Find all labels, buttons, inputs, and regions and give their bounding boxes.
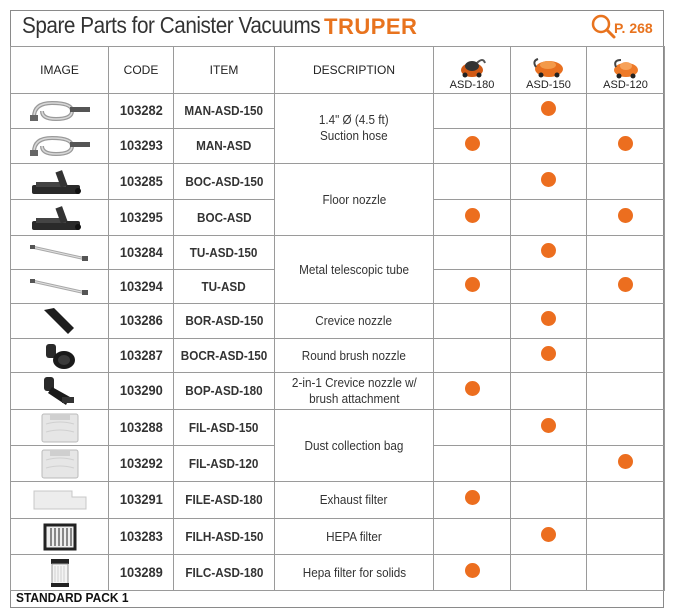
dust-bag-icon — [11, 410, 109, 446]
part-code: 103289 — [119, 563, 163, 580]
hepa-filter-icon — [11, 519, 109, 555]
compatible-dot — [465, 381, 480, 396]
part-description: 1.4" Ø (4.5 ft) Suction hose — [319, 112, 389, 143]
telescopic-tube-icon — [11, 236, 109, 270]
description-cell — [275, 555, 434, 591]
part-description: Hepa filter for solids — [302, 564, 406, 580]
page-number: P. 268 — [614, 20, 653, 36]
spare-parts-table — [10, 46, 665, 591]
page-title: Spare Parts for Canister Vacuums — [22, 12, 321, 38]
part-description: HEPA filter — [326, 528, 382, 544]
compatible-dot — [541, 527, 556, 542]
compat-cell-asd-180 — [434, 373, 511, 410]
compat-cell-asd-150 — [511, 410, 587, 446]
part-item: BOP-ASD-180 — [185, 383, 263, 398]
compat-cell-asd-150 — [511, 339, 587, 373]
part-code: 103295 — [119, 208, 163, 225]
compatible-dot — [541, 311, 556, 326]
header-description: DESCRIPTION — [275, 47, 434, 94]
part-code: 103282 — [119, 102, 163, 118]
compat-cell-asd-180 — [434, 94, 511, 129]
part-item: BOCR-ASD-150 — [180, 347, 268, 363]
header-model-asd180 — [434, 47, 511, 94]
compat-cell-asd-180 — [434, 164, 511, 200]
part-item: TU-ASD — [201, 278, 247, 294]
compat-cell-asd-150 — [511, 446, 587, 482]
exhaust-filter-icon — [11, 482, 109, 519]
compat-cell-asd-150 — [511, 129, 587, 164]
solids-filter-icon — [11, 555, 109, 591]
code-cell — [109, 339, 174, 373]
vacuum-asd150-icon — [532, 55, 566, 79]
table-row — [11, 410, 665, 446]
part-description: Round brush nozzle — [301, 347, 407, 363]
part-code: 103292 — [119, 454, 163, 471]
item-cell — [174, 482, 275, 519]
compat-cell-asd-120 — [587, 94, 665, 129]
compatible-dot — [541, 418, 556, 433]
compat-cell-asd-150 — [511, 304, 587, 339]
floor-nozzle-icon — [11, 200, 109, 236]
code-cell — [109, 94, 174, 129]
part-item: FILH-ASD-150 — [184, 528, 264, 544]
compat-cell-asd-150 — [511, 270, 587, 304]
part-description: Floor nozzle — [322, 191, 386, 207]
vacuum-asd180-icon — [457, 55, 487, 79]
header-model-asd150 — [511, 47, 587, 94]
part-description: Exhaust filter — [320, 492, 388, 507]
compatible-dot — [465, 563, 480, 578]
compatible-dot — [465, 490, 480, 505]
part-code: 103284 — [119, 243, 163, 260]
code-cell — [109, 373, 174, 410]
part-item: FILC-ASD-180 — [184, 564, 264, 580]
compatible-dot — [465, 136, 480, 151]
suction-hose-icon — [11, 94, 109, 129]
item-cell — [174, 304, 275, 339]
table-row — [11, 482, 665, 519]
item-cell — [174, 236, 275, 270]
model-label: ASD-120 — [603, 79, 648, 91]
page-reference[interactable] — [590, 14, 656, 40]
part-item: FILE-ASD-180 — [185, 492, 263, 507]
compat-cell-asd-180 — [434, 236, 511, 270]
compat-cell-asd-180 — [434, 270, 511, 304]
code-cell — [109, 446, 174, 482]
compat-cell-asd-120 — [587, 339, 665, 373]
description-cell — [275, 164, 434, 236]
code-cell — [109, 129, 174, 164]
compat-cell-asd-120 — [587, 519, 665, 555]
part-code: 103294 — [119, 277, 163, 294]
item-cell — [174, 373, 275, 410]
suction-hose-icon — [11, 129, 109, 164]
compat-cell-asd-150 — [511, 164, 587, 200]
compat-cell-asd-120 — [587, 410, 665, 446]
compat-cell-asd-120 — [587, 236, 665, 270]
part-item: FIL-ASD-120 — [189, 455, 259, 471]
part-code: 103283 — [119, 527, 163, 544]
floor-nozzle-icon — [11, 164, 109, 200]
compat-cell-asd-120 — [587, 164, 665, 200]
item-cell — [174, 555, 275, 591]
telescopic-tube-icon — [11, 270, 109, 304]
item-cell — [174, 519, 275, 555]
part-code: 103293 — [119, 137, 163, 153]
compat-cell-asd-180 — [434, 339, 511, 373]
header-item: ITEM — [174, 47, 275, 94]
compat-cell-asd-150 — [511, 519, 587, 555]
code-cell — [109, 410, 174, 446]
table-row — [11, 555, 665, 591]
header-code: CODE — [109, 47, 174, 94]
compatible-dot — [618, 277, 633, 292]
part-item: MAN-ASD-150 — [184, 103, 264, 118]
vacuum-asd120-icon — [611, 57, 641, 79]
header-image: IMAGE — [11, 47, 109, 94]
compat-cell-asd-180 — [434, 410, 511, 446]
item-cell — [174, 270, 275, 304]
compat-cell-asd-120 — [587, 270, 665, 304]
item-cell — [174, 94, 275, 129]
table-row — [11, 519, 665, 555]
item-cell — [174, 339, 275, 373]
code-cell — [109, 236, 174, 270]
compatible-dot — [541, 172, 556, 187]
code-cell — [109, 270, 174, 304]
compatible-dot — [465, 208, 480, 223]
description-cell — [275, 373, 434, 410]
item-cell — [174, 410, 275, 446]
code-cell — [109, 304, 174, 339]
header-model-asd120 — [587, 47, 665, 94]
item-cell — [174, 446, 275, 482]
part-item: FIL-ASD-150 — [189, 419, 259, 435]
description-cell — [275, 410, 434, 482]
part-code: 103285 — [119, 172, 163, 189]
compat-cell-asd-120 — [587, 555, 665, 591]
compat-cell-asd-120 — [587, 200, 665, 236]
compatible-dot — [618, 454, 633, 469]
part-description: Dust collection bag — [304, 437, 404, 453]
standard-pack-note: STANDARD PACK 1 — [16, 590, 129, 605]
part-item: BOR-ASD-150 — [184, 313, 264, 328]
code-cell — [109, 555, 174, 591]
compat-cell-asd-120 — [587, 482, 665, 519]
model-label: ASD-150 — [526, 79, 571, 91]
item-cell — [174, 129, 275, 164]
compat-cell-asd-180 — [434, 304, 511, 339]
combo-nozzle-icon — [11, 373, 109, 410]
compat-cell-asd-150 — [511, 373, 587, 410]
description-cell — [275, 339, 434, 373]
part-description: 2-in-1 Crevice nozzle w/ brush attachment — [291, 374, 417, 406]
compatible-dot — [541, 101, 556, 116]
code-cell — [109, 164, 174, 200]
part-item: MAN-ASD — [196, 138, 252, 153]
compatible-dot — [618, 208, 633, 223]
crevice-nozzle-icon — [11, 304, 109, 339]
compat-cell-asd-150 — [511, 94, 587, 129]
round-brush-icon — [11, 339, 109, 373]
code-cell — [109, 200, 174, 236]
item-cell — [174, 200, 275, 236]
compat-cell-asd-180 — [434, 129, 511, 164]
compat-cell-asd-120 — [587, 304, 665, 339]
compat-cell-asd-180 — [434, 482, 511, 519]
table-row — [11, 304, 665, 339]
part-code: 103288 — [119, 418, 163, 435]
item-cell — [174, 164, 275, 200]
description-cell — [275, 482, 434, 519]
description-cell — [275, 236, 434, 304]
compat-cell-asd-180 — [434, 446, 511, 482]
compat-cell-asd-150 — [511, 482, 587, 519]
compat-cell-asd-120 — [587, 446, 665, 482]
code-cell — [109, 482, 174, 519]
table-row — [11, 164, 665, 200]
compat-cell-asd-180 — [434, 200, 511, 236]
table-row — [11, 339, 665, 373]
part-description: Metal telescopic tube — [299, 261, 409, 277]
compat-cell-asd-150 — [511, 555, 587, 591]
part-description: Crevice nozzle — [315, 313, 393, 328]
part-item: BOC-ASD — [196, 209, 252, 225]
description-cell — [275, 304, 434, 339]
table-row — [11, 373, 665, 410]
part-item: TU-ASD-150 — [190, 244, 258, 260]
compatible-dot — [541, 346, 556, 361]
description-cell — [275, 519, 434, 555]
compat-cell-asd-180 — [434, 519, 511, 555]
part-item: BOC-ASD-150 — [184, 173, 264, 189]
compat-cell-asd-120 — [587, 129, 665, 164]
model-label: ASD-180 — [449, 79, 495, 91]
part-code: 103287 — [119, 346, 163, 363]
compat-cell-asd-120 — [587, 373, 665, 410]
compatible-dot — [618, 136, 633, 151]
description-cell — [275, 94, 434, 164]
compat-cell-asd-150 — [511, 200, 587, 236]
dust-bag-icon — [11, 446, 109, 482]
compatible-dot — [541, 243, 556, 258]
table-row — [11, 236, 665, 270]
code-cell — [109, 519, 174, 555]
part-code: 103286 — [119, 312, 163, 328]
compat-cell-asd-150 — [511, 236, 587, 270]
part-code: 103291 — [119, 491, 163, 507]
compat-cell-asd-180 — [434, 555, 511, 591]
brand-logo: TRUPER — [324, 14, 418, 39]
table-row — [11, 94, 665, 129]
compatible-dot — [465, 277, 480, 292]
part-code: 103290 — [119, 382, 163, 398]
